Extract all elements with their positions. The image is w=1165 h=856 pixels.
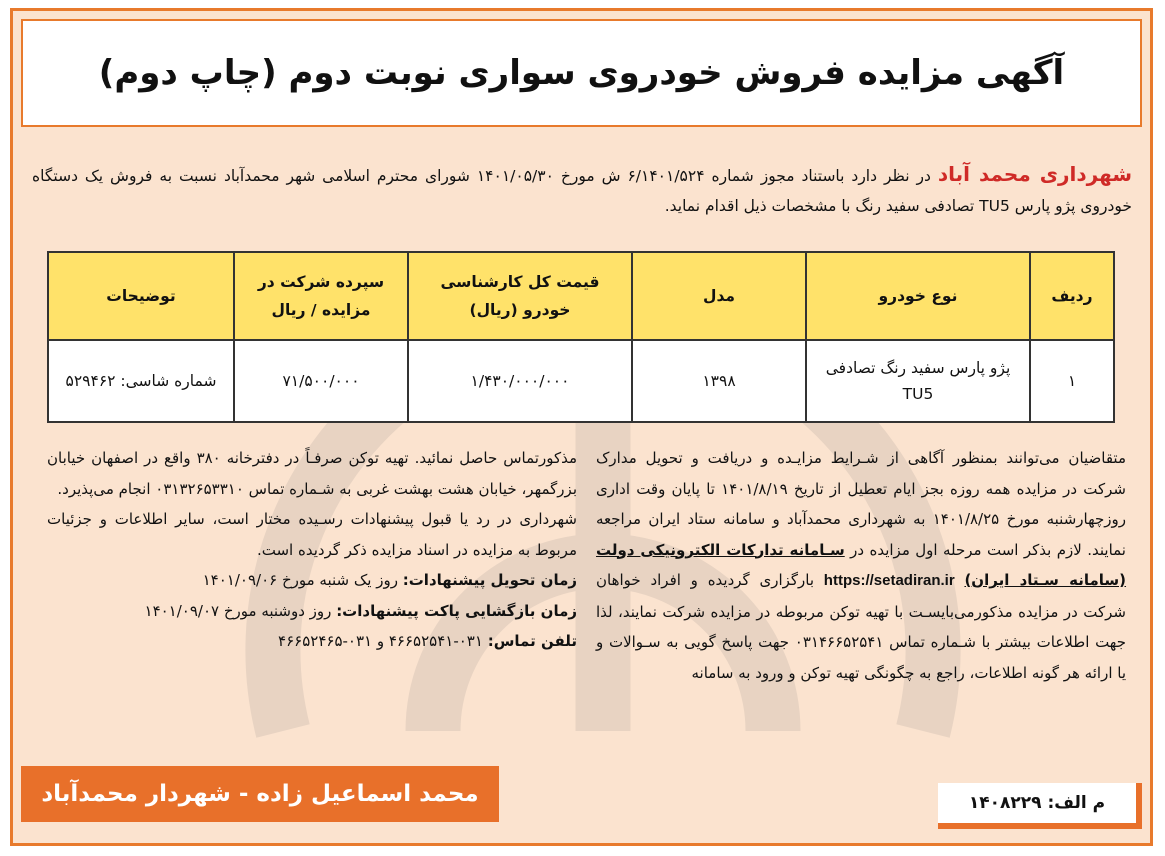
cell-price: ۱/۴۳۰/۰۰۰/۰۰۰	[408, 340, 632, 422]
delivery-time-line	[47, 565, 577, 596]
reference-number: م الف: ۱۴۰۸۲۲۹	[938, 783, 1142, 829]
opening-time-label: زمان بازگشایی پاکت پیشنهادات:	[336, 601, 577, 620]
notice-title: آگهی مزایده فروش خودروی سواری نوبت دوم (چاپ دوم)	[98, 53, 1065, 93]
procurement-system-name: سـامانه تدارکات الکترونیکی دولت (سامانه سـتاد ایران)	[596, 540, 1127, 589]
intro-paragraph	[32, 159, 1132, 221]
title-box	[21, 19, 1142, 127]
signature-banner: محمد اسماعیل زاده - شهردار محمدآباد	[21, 766, 499, 822]
opening-time-value: روز دوشنبه مورخ ۱۴۰۱/۰۹/۰۷	[144, 601, 337, 620]
phone-line	[47, 626, 577, 657]
table-row	[48, 340, 1114, 422]
right-paragraph-1: متقاضیان می‌توانند بمنظور آگاهی از شـرایط مزایـده و دریافت و تحویل مدارک شرکت در مزایده همه روزه بجز ایام تعطیل از تاریخ ۱۴۰۱/۸/۱۹ تا پایان وقت اداری روزچهارشنبه مورخ ۱۴۰۱/۸/۲۵ به شهرداری محمدآباد و سامانه ستاد ایران مراجعه نمایند. لازم بذکر است مرحله اول مزایده در	[596, 449, 1127, 559]
delivery-time-value: روز یک شنبه مورخ ۱۴۰۱/۰۹/۰۶	[202, 571, 403, 589]
right-paragraph-2: بارگزاری گردیده و افراد خواهان شرکت در مزایده مذکورمی‌بایسـت با تهیه توکن مربوطه در مزایده شرکت نمایند، لذا جهت اطلاعات بیشتر با شـماره تماس ۰۳۱۴۶۶۵۲۵۴۱ جهت پاسخ گویی به سـوالات و یا ارائه هر گونه اطلاعات، راجع به چگونگی تهیه توکن و ورود به سامانه	[596, 571, 1126, 682]
table-header-row	[48, 252, 1114, 340]
phone-value: ۰۳۱-۴۶۶۵۲۵۴۱ و ۰۳۱-۴۶۶۵۲۴۶۵	[278, 632, 488, 650]
left-paragraph-1: مذکورتماس حاصل نمائید. تهیه توکن صرفـاً در دفترخانه ۳۸۰ واقع در اصفهان خیابان بزرگمهر، خیابان هشت بهشت غربی به شـماره تماس ۰۳۱۳۲۶۵۳۳۱۰ انجام می‌پذیرد.	[47, 449, 578, 498]
cell-row-number: ۱	[1030, 340, 1114, 422]
opening-time-line	[47, 596, 577, 627]
phone-label: تلفن تماس:	[487, 632, 577, 650]
right-column	[596, 443, 1126, 688]
cell-notes: شماره شاسی: ۵۲۹۴۶۲	[48, 340, 234, 422]
notice-sheet	[10, 8, 1153, 846]
header-model: مدل	[632, 252, 806, 340]
header-deposit: سپرده شرکت در مزایده / ریال	[234, 252, 408, 340]
left-column	[47, 443, 577, 657]
setadiran-link[interactable]: https://setadiran.ir	[823, 572, 955, 589]
header-vehicle-type: نوع خودرو	[806, 252, 1030, 340]
header-row-number: ردیف	[1030, 252, 1114, 340]
cell-model: ۱۳۹۸	[632, 340, 806, 422]
organization-name: شهرداری محمد آباد	[937, 162, 1132, 186]
left-paragraph-2: شهرداری در رد یا قبول پیشنهادات رسـیده مختار است، سایر اطلاعات و جزئیات مربوط به مزایده در اسناد مزایده ذکر گردیده است.	[47, 510, 577, 559]
cell-vehicle-type: پژو پارس سفید رنگ تصادفی TU5	[806, 340, 1030, 422]
intro-text: در نظر دارد باستناد مجوز شماره ۶/۱۴۰۱/۵۲۴ ش مورخ ۱۴۰۱/۰۵/۳۰ شورای محترم اسلامی شهر محمدآباد نسبت به فروش یک دستگاه خودروی پژو پارس TU5 تصادفی سفید رنگ با مشخصات ذیل اقدام نماید.	[32, 167, 1132, 215]
delivery-time-label: زمان تحویل پیشنهادات:	[402, 571, 577, 589]
vehicle-table	[47, 251, 1115, 423]
cell-deposit: ۷۱/۵۰۰/۰۰۰	[234, 340, 408, 422]
header-price: قیمت کل کارشناسی خودرو (ریال)	[408, 252, 632, 340]
header-notes: توضیحات	[48, 252, 234, 340]
